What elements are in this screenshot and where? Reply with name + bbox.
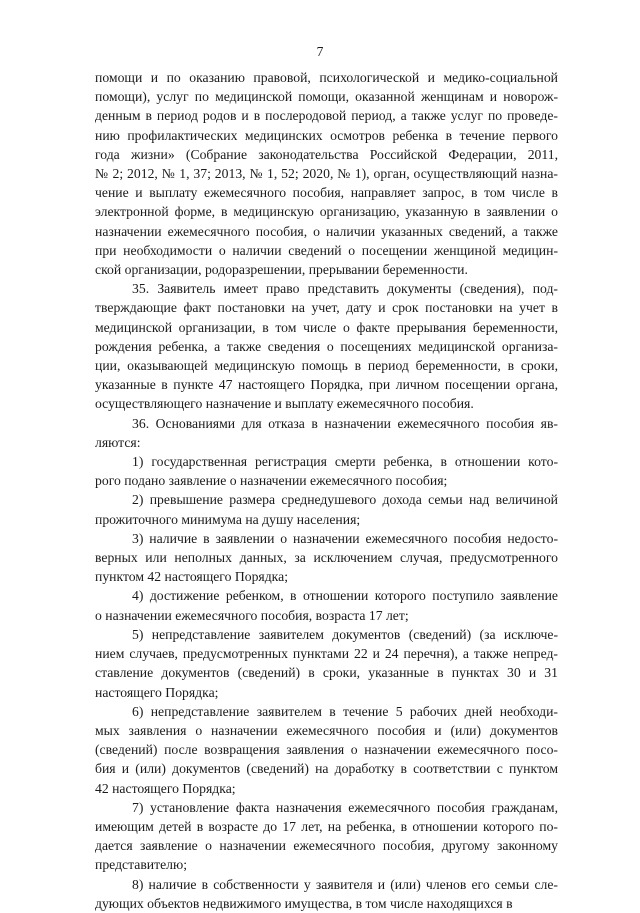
text-line: назначении ежемесячного пособия, о наличии указанных сведений, а также <box>95 223 558 239</box>
text-line: 4) достижение ребенком, в отношении которого поступило заявление <box>132 588 558 604</box>
text-line: рождения ребенка, а также сведения о посещениях медицинской организа- <box>95 338 558 354</box>
paragraph <box>95 452 558 490</box>
text-line: ции, оказывающей медицинскую помощь в период беременности, в сроки, <box>95 358 558 374</box>
paragraph <box>95 414 558 452</box>
text-line: 8) наличие в собственности у заявителя и (или) членов его семьи сле- <box>132 876 558 892</box>
text-line: нию профилактических медицинских осмотров ребенка в течение первого <box>95 127 558 143</box>
text-line: представителю; <box>95 857 188 873</box>
text-line: 1) государственная регистрация смерти ребенка, в отношении кото- <box>132 454 558 470</box>
text-line: при необходимости о наличии сведений о посещении женщиной медицин- <box>95 242 558 258</box>
text-line: 35. Заявитель имеет право представить документы (сведения), под- <box>132 281 558 297</box>
text-line: 36. Основаниями для отказа в назначении ежемесячного пособия яв- <box>132 415 558 431</box>
text-line: помощи и по оказанию правовой, психологической и медико-социальной <box>95 70 558 85</box>
text-line: бия и (или) документов (сведений) на доработку в соответствии с пунктом <box>95 761 558 777</box>
text-line: пунктом 42 настоящего Порядка; <box>95 569 289 585</box>
page-number: 7 <box>316 44 324 59</box>
text-line: тверждающие факт постановки на учет, дату и срок постановки на учет в <box>95 300 558 316</box>
text-line: помощи), услуг по медицинской помощи, оказанной женщинам и новорож- <box>95 89 558 105</box>
text-line: (сведений) после возвращения заявления о назначении ежемесячного посо- <box>95 742 558 758</box>
text-line: 2) превышение размера среднедушевого дохода семьи над величиной <box>132 492 558 508</box>
text-line: ставление документов (сведений) в сроки, указанные в пунктах 30 и 31 <box>95 665 558 681</box>
paragraph <box>95 625 558 702</box>
text-line: о назначении ежемесячного пособия, возраста 17 лет; <box>95 607 409 623</box>
text-line: чение и выплату ежемесячного пособия, направляет запрос, в том числе в <box>95 185 558 201</box>
paragraph <box>95 529 558 587</box>
text-line: года жизни» (Собрание законодательства Российской Федерации, 2011, <box>95 146 558 162</box>
text-line: ляются: <box>95 434 141 450</box>
text-line: денным в период родов и в послеродовой период, а также услуг по проведе- <box>95 108 558 124</box>
text-line: рого подано заявление о назначении ежемесячного пособия; <box>95 473 448 489</box>
text-line: прожиточного минимума на душу населения; <box>95 511 361 527</box>
text-line: верных или неполных данных, за исключением случая, предусмотренного <box>95 550 558 566</box>
text-line: дается заявление о назначении ежемесячного пособия, другому законному <box>95 838 558 854</box>
text-line: 5) непредставление заявителем документов (сведений) (за исключе- <box>132 626 558 642</box>
paragraph <box>95 68 558 279</box>
paragraph <box>95 586 558 624</box>
paragraph <box>95 798 558 875</box>
paragraph <box>95 875 558 913</box>
text-line: электронной форме, в медицинскую организацию, указанную в заявлении о <box>95 204 558 220</box>
text-line: медицинской организации, в том числе о факте прерывания беременности, <box>95 319 558 335</box>
text-line: 7) установление факта назначения ежемесячного пособия гражданам, <box>132 799 558 815</box>
paragraph <box>95 279 558 413</box>
text-line: настоящего Порядка; <box>95 684 219 700</box>
text-line: 6) непредставление заявителем в течение 5 рабочих дней необходи- <box>132 703 558 719</box>
text-line: дующих объектов недвижимого имущества, в том числе находящихся в <box>95 895 513 911</box>
text-line: указанные в пункте 47 настоящего Порядка, при личном посещении органа, <box>95 377 558 393</box>
text-line: № 2; 2012, № 1, 37; 2013, № 1, 52; 2020, № 1), орган, осуществляющий назна- <box>95 166 558 182</box>
paragraph <box>95 702 558 798</box>
text-line: осуществляющего назначение и выплату ежемесячного пособия. <box>95 396 474 412</box>
text-line: нием случаев, предусмотренных пунктами 22 и 24 перечня), а также непред- <box>95 646 558 662</box>
document-body <box>95 68 558 913</box>
text-line: 42 настоящего Порядка; <box>95 780 236 796</box>
text-line: ской организации, родоразрешении, прерывании беременности. <box>95 262 468 278</box>
text-line: 3) наличие в заявлении о назначении ежемесячного пособия недосто- <box>132 530 558 546</box>
paragraph <box>95 490 558 528</box>
text-line: имеющим детей в возрасте до 17 лет, на ребенка, в отношении которого по- <box>95 818 558 834</box>
text-line: мых заявления о назначении ежемесячного пособия и (или) документов <box>95 722 558 738</box>
